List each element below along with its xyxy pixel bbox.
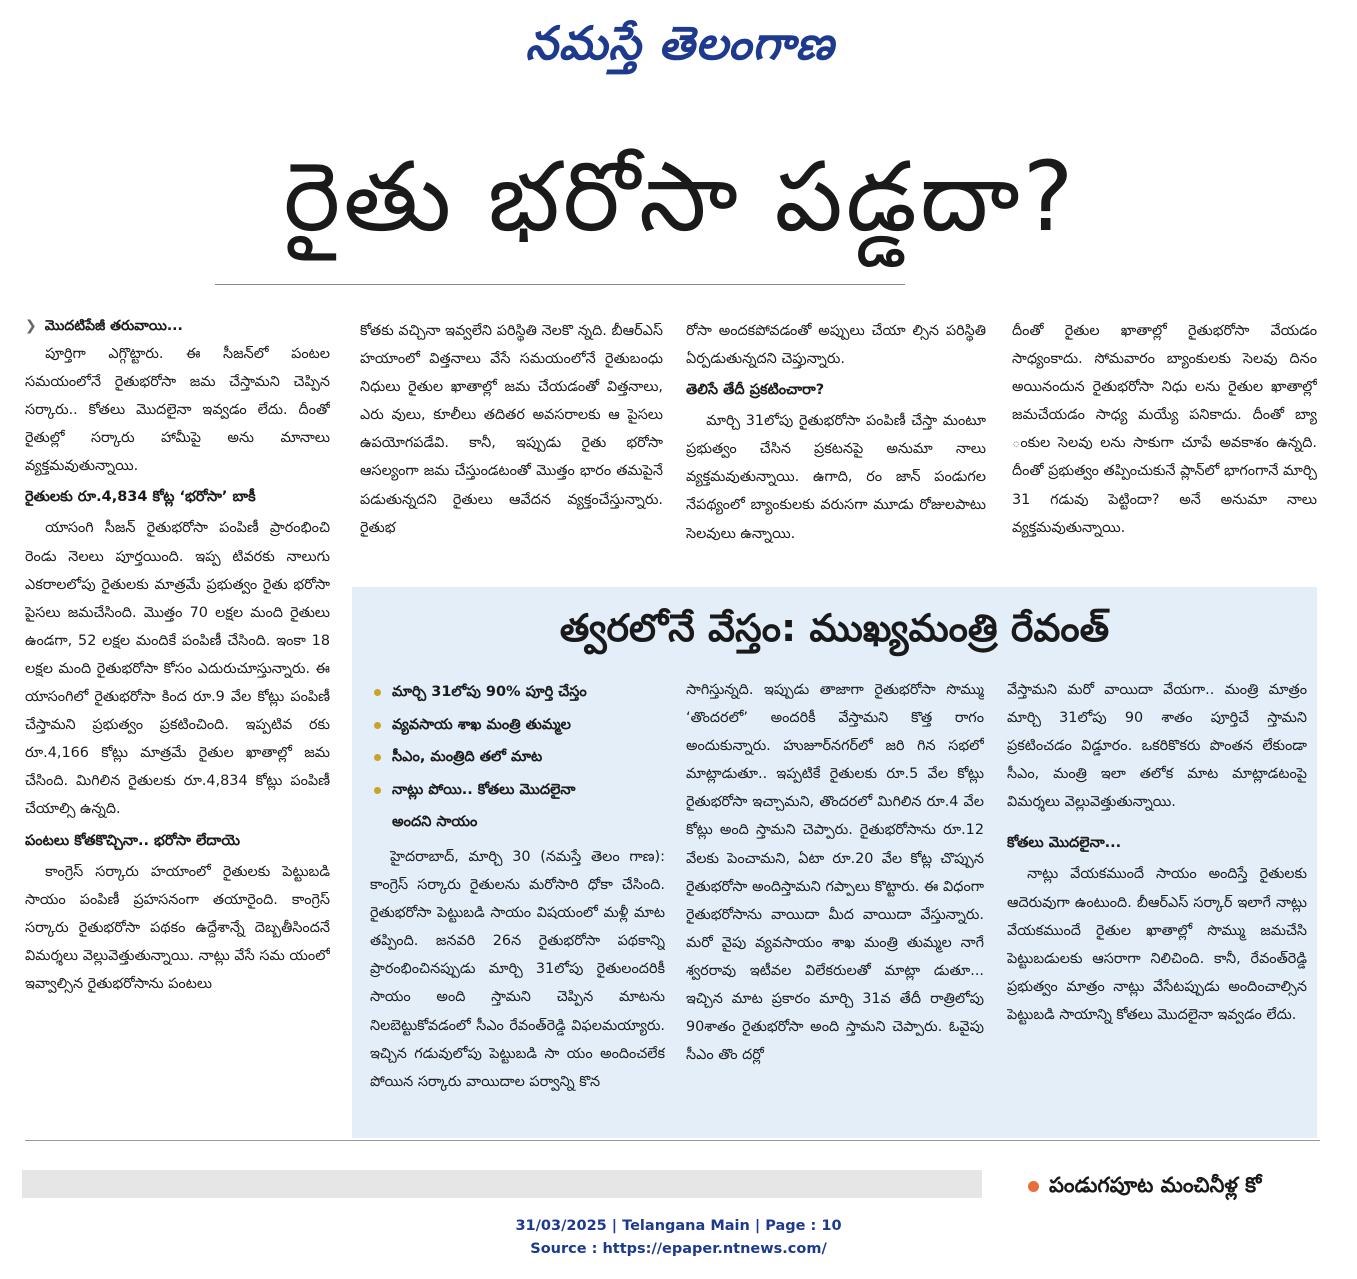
box-column-2	[686, 676, 984, 1133]
bullet-dot-icon	[1028, 1181, 1039, 1192]
kicker-text: మొదటిపేజీ తరువాయి...	[44, 318, 183, 334]
box-column-3	[1007, 676, 1307, 1133]
article-column-1	[25, 312, 330, 1132]
page-headline: రైతు భరోసా పడ్డదా?	[283, 141, 1077, 253]
highlight-bullets	[370, 676, 670, 839]
teaser-text: పండుగపూట మంచినీళ్ల కో	[1049, 1173, 1262, 1197]
bullet-item: వ్యవసాయ శాఖ మంత్రి తుమ్మల	[370, 709, 670, 742]
box-column-1	[370, 843, 665, 1133]
page-info: 31/03/2025 | Telangana Main | Page : 10	[515, 1218, 842, 1234]
bullet-item: మార్చి 31లోపు 90% పూర్తి చేస్తం	[370, 676, 670, 709]
paragraph: యాసంగి సీజన్ రైతుభరోసా పంపిణీ ప్రారంభించి రెండు నెలలు పూర్తయింది. ఇప్ప టివరకు నాలుగు ఎకరాలలోపు రైతులకు మాత్రమే ప్రభుత్వం రైతు భరోసా పైసలు జమచేసింది. మొత్తం 70 లక్షల మంది రైతులు ఉండగా, 52 లక్షల మందికే పంపిణీ చేసింది. ఇంకా 18 లక్షల మంది రైతుభరోసా కోసం ఎదురుచూస్తున్నారు. ఈ యాసంగిలో రైతుభరోసా కింద రూ.9 వేల కోట్లు పంపిణీ చేస్తామని ప్రభుత్వం ప్రకటించింది. ఇప్పటివ రకు రూ.4,166 కోట్లు మాత్రమే రైతుల ఖాతాల్లో జమ చేసింది. మిగిలిన రైతులకు రూ.4,834 కోట్లు పంపిణీ చేయాల్సి ఉన్నది.	[25, 520, 330, 818]
paragraph: సాగిస్తున్నది. ఇప్పుడు తాజాగా రైతుభరోసా సొమ్ము ‘తొందరలో’ అందరికీ వేస్తామని కొత్త రాగం అందుకున్నారు. హుజూర్‌నగర్‌లో జరి గిన సభలో మాట్లాడుతూ.. ఇప్పటికే రైతులకు రూ.5 వేల కోట్లు రైతుభరోసా ఇచ్చామని, తొందరలో మిగిలిన రూ.4 వేల కోట్లు అంది స్తామని చెప్పారు. రైతుభరోసాను రూ.12 వేలకు పెంచామని, ఏటా రూ.20 వేల కోట్ల చొప్పున రైతుభరోసా అందిస్తామని గప్పాలు కొట్టారు. ఈ విధంగా రైతుభరోసాను వాయిదా మీద వాయిదా వేస్తున్నారు. మరో వైపు వ్యవసాయం శాఖ మంత్రి తుమ్మల నాగే శ్వరరావు ఇటీవల విలేకరులతో మాట్లా డుతూ... ఇచ్చిన మాట ప్రకారం మార్చి 31వ తేదీ రాత్రిలోపు 90శాతం రైతుభరోసా అంది స్తామని చెప్పారు. ఓవైపు సీఎం తొం దర్లో	[686, 682, 984, 1064]
subheading: పంటలు కోతకొచ్చినా.. భరోసా లేదాయె	[25, 832, 240, 849]
paragraph: కోతకు వచ్చినా ఇవ్వలేని పరిస్థితి నెలకొ న్నది. బీఆర్‌ఎస్ హయాంలో విత్తనాలు వేసే సమయంలోనే రైతుబంధు నిధులు రైతుల ఖాతాల్లో జమ చేయడంతో విత్తనాలు, ఎరు వులు, కూలీలు తదితర అవసరాలకు ఆ పైసలు ఉపయోగపడేవి. కానీ, ఇప్పుడు రైతు భరోసా ఆసల్యంగా జమ చేస్తుండటంతో మొత్తం భారం తమపైనే పడుతున్నదని రైతులు ఆవేదన వ్యక్తంచేస్తున్నారు. రైతుభ	[360, 323, 663, 536]
article-column-2	[360, 317, 663, 577]
paragraph: దీంతో రైతుల ఖాతాల్లో రైతుభరోసా వేయడం సాధ్యంకాదు. సోమవారం బ్యాంకులకు సెలవు దినం అయినందున రైతుభరోసా నిధు లను రైతుల ఖాతాల్లో జమచేయడం సాధ్య మయ్యే పనికాదు. దీంతో బ్యా ంకుల సెలవు లను సాకుగా చూపే అవకాశం ఉన్నది. దీంతో ప్రభుత్వం తప్పించుకునే ప్లాన్‌లో భాగంగానే మార్చి 31 గడువు పెట్టిందా? అనే అనుమా నాలు వ్యక్తమవుతున్నాయి.	[1012, 323, 1317, 536]
next-story-teaser	[1028, 1168, 1357, 1202]
paragraph: నాట్లు వేయకముందే సాయం అందిస్తే రైతులకు ఆదెరువుగా ఉంటుంది. బీఆర్‌ఎస్ సర్కార్ ఇలాగే నాట్లు వేయకముందే రైతుల ఖాతాల్లో సొమ్ము జమచేసి పెట్టుబడులకు ఆసరాగా నిలిచింది. కానీ, రేవంత్‌రెడ్డి ప్రభుత్వం మాత్రం నాట్లు వేసేటప్పుడు అందించాల్సిన పెట్టుబడి సాయాన్ని కోతలు మొదలైనా ఇవ్వడం లేదు.	[1007, 866, 1307, 1023]
article-column-4	[1012, 317, 1317, 577]
article-column-3	[686, 317, 986, 577]
chevron-right-icon: ❯	[25, 318, 37, 334]
subheading: రైతులకు రూ.4,834 కోట్ల ‘భరోసా’ బాకీ	[25, 489, 256, 506]
paragraph: కాంగ్రెస్ సర్కారు హయాంలో రైతులకు పెట్టుబడి సాయం పంపిణీ ప్రహసనంగా తయారైంది. కాంగ్రెస్ సర్కారు రైతుభరోసా పథకం ఉద్దేశాన్నే దెబ్బతీసిందనే విమర్శలు వెల్లువెత్తుతున్నాయి. నాట్లు వేసే సమ యంలో ఇవ్వాల్సిన రైతుభరోసాను పంటలు	[25, 863, 330, 992]
next-story-strip	[22, 1170, 982, 1198]
bullet-item: సీఎం, మంత్రిది తలో మాట	[370, 741, 670, 774]
paragraph: రోసా అందకపోవడంతో అప్పులు చేయా ల్సిన పరిస్థితి ఏర్పడుతున్నదని చెప్తున్నారు.	[686, 323, 986, 368]
bullet-item: నాట్లు పోయి.. కోతలు మొదలైనా	[370, 774, 670, 807]
paragraph: మార్చి 31లోపు రైతుభరోసా పంపిణీ చేస్తా మంటూ ప్రభుత్వం చేసిన ప్రకటనపై అనుమా నాలు వ్యక్తమవుతున్నాయి. ఉగాది, రం జాన్ పండుగల నేపథ్యంలో బ్యాంకులకు వరుసగా మూడు రోజులపాటు సెలవులు ఉన్నాయి.	[686, 413, 986, 542]
subheading: తెలిసే తేదీ ప్రకటించారా?	[686, 382, 825, 399]
headline-rule	[215, 284, 905, 285]
sidebar-story-title: త్వరలోనే వేస్తం: ముఖ్యమంత్రి రేవంత్	[559, 606, 1110, 650]
section-divider	[25, 1140, 1320, 1141]
source-link[interactable]: Source : https://epaper.ntnews.com/	[530, 1241, 827, 1257]
bullet-continuation: అందని సాయం	[392, 814, 478, 830]
paragraph: వేస్తామని మరో వాయిదా వేయగా.. మంత్రి మాత్రం మార్చి 31లోపు 90 శాతం పూర్తిచే స్తామని ప్రకటించడం విడ్డూరం. ఒకరికొకరు పొంతన లేకుండా సీఎం, మంత్రి ఇలా తలోక మాట మాట్లాడటంపై విమర్శలు వెల్లువెత్తుతున్నాయి.	[1007, 682, 1307, 811]
paragraph: పూర్తిగా ఎగ్గొట్టారు. ఈ సీజన్‌లో పంటల సమయంలోనే రైతుభరోసా జమ చేస్తామని చెప్పిన సర్కారు.. కోతలు మొదలైనా ఇవ్వడం లేదు. దీంతో రైతుల్లో సర్కారు హామీపై అను మానాలు వ్యక్తమవుతున్నాయి.	[25, 346, 330, 475]
continuation-kicker	[25, 312, 330, 340]
masthead-logo: నమస్తే తెలంగాణ	[525, 16, 835, 70]
subheading: కోతలు మొదలైనా...	[1007, 835, 1122, 852]
paragraph: హైదరాబాద్, మార్చి 30 (నమస్తే తెలం గాణ): కాంగ్రెస్ సర్కారు రైతులను మరోసారి ధోకా చేసింది. రైతుభరోసా పెట్టుబడి సాయం విషయంలో మళ్లీ మాట తప్పింది. జనవరి 26న రైతుభరోసా పథకాన్ని ప్రారంభించినప్పుడు మార్చి 31లోపు రైతులందరికీ సాయం అంది స్తామని చెప్పిన మాటను నిలబెట్టుకోవడంలో సీఎం రేవంత్‌రెడ్డి విఫలమయ్యారు. ఇచ్చిన గడువులోపు పెట్టుబడి సా యం అందించలేక పోయిన సర్కారు వాయిదాల పర్వాన్ని కొన	[370, 849, 665, 1090]
